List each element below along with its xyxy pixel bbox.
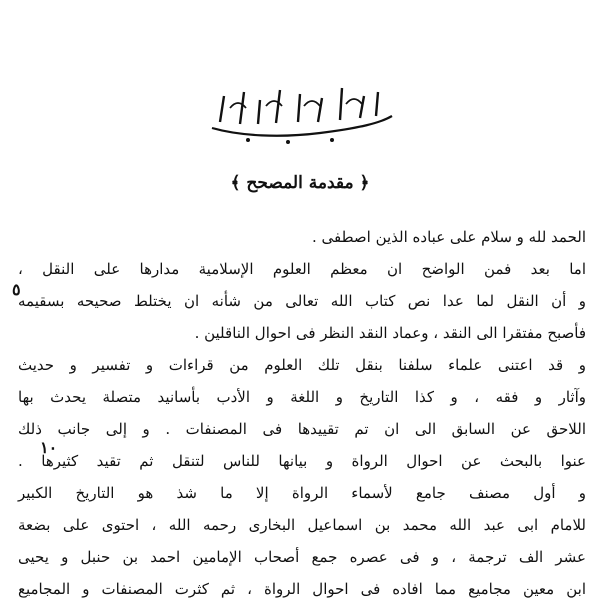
text-line: اللاحق عن السابق الى ان تم تقييدها فى المصنفات . و إلى جانب ذلك: [18, 420, 587, 438]
text-line: وآثار و فقه ، و كذا التاريخ و اللغة و الأدب بأسانيد متصلة يحدث بها: [18, 388, 586, 406]
text-line: الحمد لله و سلام على عباده الذين اصطفى .: [311, 228, 586, 246]
line-number-5: ٥: [12, 280, 21, 299]
text-line: عشر الف ترجمة ، و فى عصره جمع أصحاب الإمامين احمد بن حنبل و يحيى: [18, 548, 586, 566]
text-line: و أن النقل لما عدا نص كتاب الله تعالى من شأنه ان يختلط صحيحه بسقيمه: [18, 292, 586, 310]
text-line: و قد اعتنى علماء سلفنا بنقل تلك العلوم من قراءات و تفسير و حديث: [18, 356, 586, 374]
text-line: للامام ابى عبد الله محمد بن اسماعيل البخارى رحمه الله ، احتوى على بضعة: [18, 516, 586, 534]
text-line: و أول مصنف جامع لأسماء الرواة إلا ما شذ هو التاريخ الكبير: [18, 484, 586, 502]
text-line: فأصبح مفتقرا الى النقد ، وعماد النقد النظر فى احوال الناقلين .: [194, 324, 586, 342]
line-number-10: ١٠: [40, 438, 58, 457]
page-title: ﴿ مقدمة المصحح ﴾: [230, 173, 370, 193]
text-line: عنوا بالبحث عن احوال الرواة و بيانها للناس لتنقل ثم تقيد كثيرها .: [18, 452, 586, 470]
text-line: اما بعد فمن الواضح ان معظم العلوم الإسلامية مدارها على النقل ،: [18, 260, 586, 278]
basmala-calligraphy: [200, 78, 400, 148]
text-line: ابن معين مجاميع مما افاده فى احوال الرواة ، ثم كثرت المصنفات و المجاميع: [18, 580, 586, 598]
